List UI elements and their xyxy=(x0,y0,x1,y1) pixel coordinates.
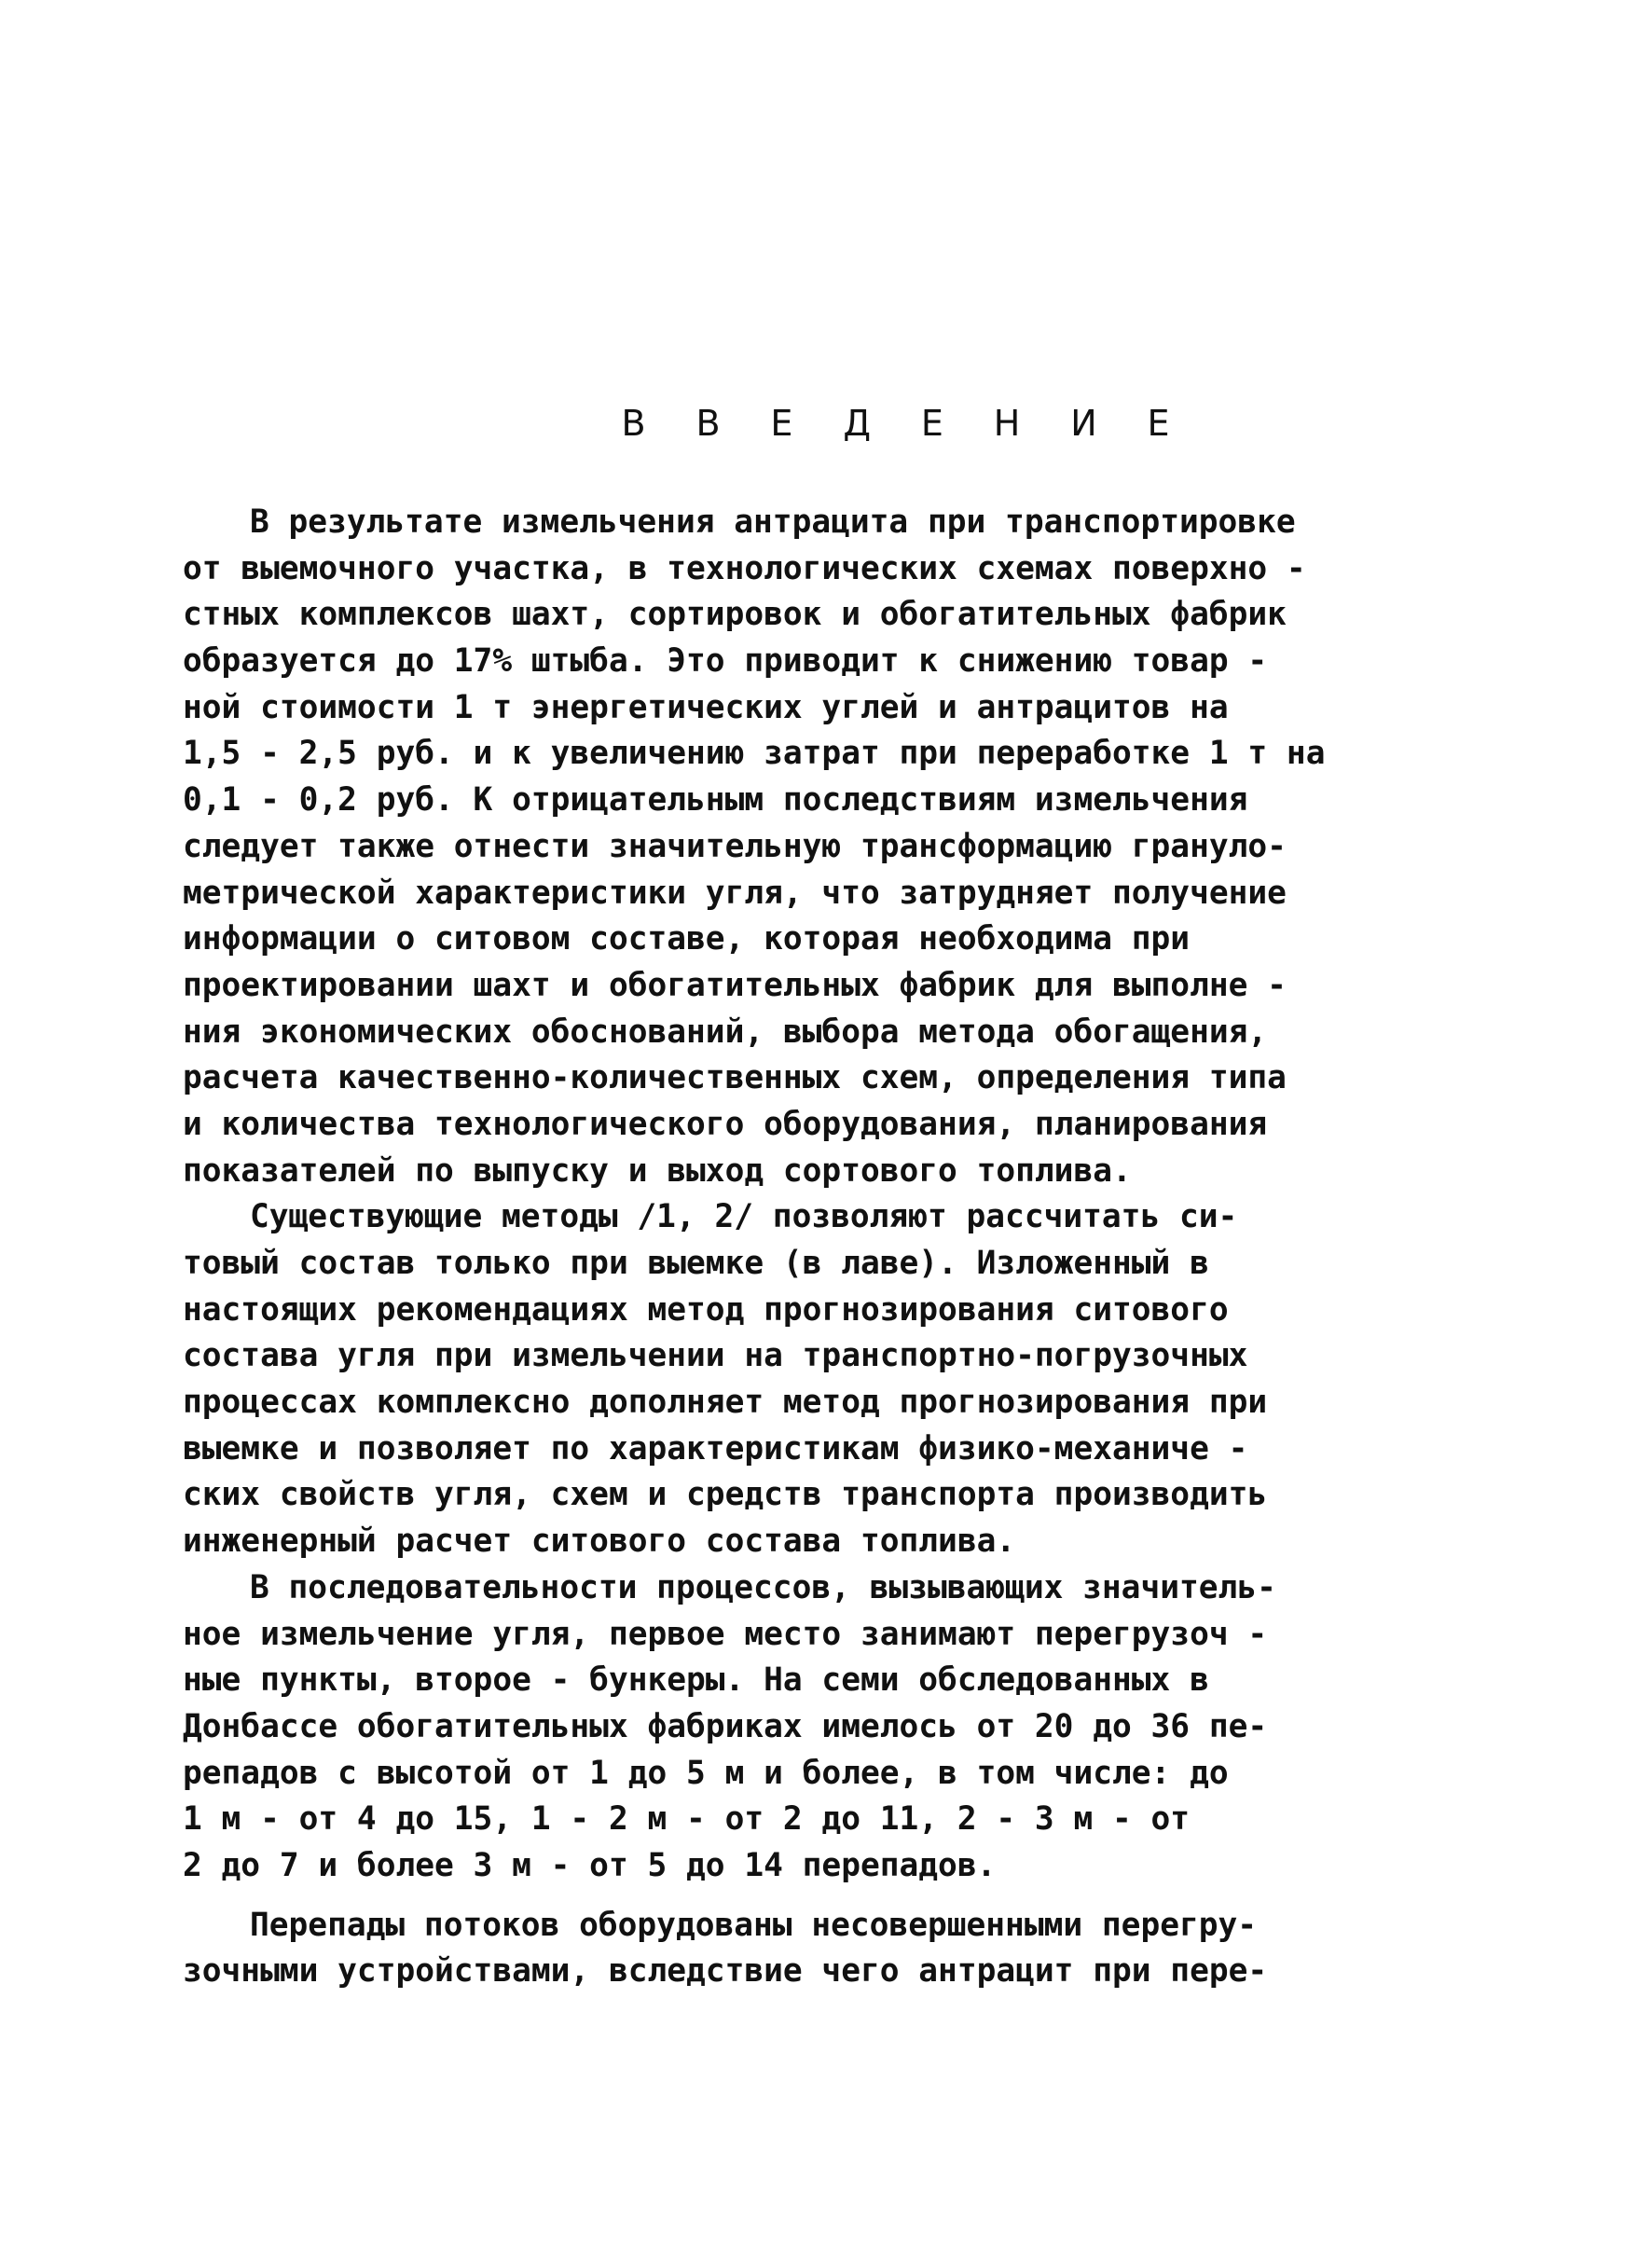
text-line: метрической характеристики угля, что затрудняет получение xyxy=(183,874,1287,912)
text-line: ских свойств угля, схем и средств транспорта производить xyxy=(183,1476,1268,1514)
text-line: выемке и позволяет по характеристикам физико-механиче - xyxy=(183,1429,1248,1467)
text-line: В результате измельчения антрацита при транспортировке xyxy=(250,503,1296,541)
text-line: стных комплексов шахт, сортировок и обогатительных фабрик xyxy=(183,596,1287,634)
text-line: репадов с высотой от 1 до 5 м и более, в том числе: до xyxy=(183,1754,1229,1792)
text-line: настоящих рекомендациях метод прогнозирования ситового xyxy=(183,1290,1229,1329)
text-line: 1,5 - 2,5 руб. и к увеличению затрат при переработке 1 т на xyxy=(183,735,1326,773)
text-line: Перепады потоков оборудованы несовершенными перегру- xyxy=(250,1906,1258,1944)
text-line: следует также отнести значительную трансформацию грануло- xyxy=(183,827,1287,865)
text-line: ные пункты, второе - бункеры. На семи обследованных в xyxy=(183,1661,1209,1700)
text-line: образуется до 17% штыба. Это приводит к снижению товар - xyxy=(183,642,1268,681)
text-line: информации о ситовом составе, которая необходима при xyxy=(183,920,1191,958)
text-line: инженерный расчет ситового состава топлива. xyxy=(183,1523,1016,1561)
text-line: показателей по выпуску и выход сортового топлива. xyxy=(183,1151,1132,1190)
text-line: ния экономических обоснований, выбора метода обогащения, xyxy=(183,1013,1268,1051)
text-line: состава угля при измельчении на транспортно-погрузочных xyxy=(183,1337,1248,1375)
text-line: от выемочного участка, в технологических схемах поверхно - xyxy=(183,549,1306,587)
text-line: 2 до 7 и более 3 м - от 5 до 14 перепадов. xyxy=(183,1846,997,1884)
paragraph-2 xyxy=(183,1194,1516,1565)
text-line: 0,1 - 0,2 руб. К отрицательным последствиям измельчения xyxy=(183,781,1248,820)
paragraph-4 xyxy=(183,1903,1516,1995)
section-heading: В В Е Д Е Н И Е xyxy=(621,403,1190,444)
text-line: и количества технологического оборудования, планирования xyxy=(183,1105,1268,1143)
text-line: ной стоимости 1 т энергетических углей и антрацитов на xyxy=(183,688,1229,726)
text-line: Донбассе обогатительных фабриках имелось от 20 до 36 пе- xyxy=(183,1707,1268,1745)
text-line: расчета качественно-количественных схем, определения типа xyxy=(183,1059,1287,1097)
body-text xyxy=(183,500,1516,1995)
text-line: проектировании шахт и обогатительных фабрик для выполне - xyxy=(183,966,1287,1004)
paragraph-1 xyxy=(183,500,1516,1194)
text-line: товый состав только при выемке (в лаве). Изложенный в xyxy=(183,1245,1209,1282)
text-line: 1 м - от 4 до 15, 1 - 2 м - от 2 до 11, 2 - 3 м - от xyxy=(183,1800,1191,1839)
paragraph-spacer xyxy=(183,1890,1516,1903)
text-line: В последовательности процессов, вызывающих значитель- xyxy=(250,1568,1276,1606)
paragraph-3 xyxy=(183,1565,1516,1890)
text-line: зочными устройствами, вследствие чего антрацит при пере- xyxy=(183,1952,1268,1991)
text-line: Существующие методы /1, 2/ позволяют рассчитать си- xyxy=(250,1198,1238,1236)
text-line: процессах комплексно дополняет метод прогнозирования при xyxy=(183,1384,1268,1422)
text-line: ное измельчение угля, первое место занимают перегрузоч - xyxy=(183,1615,1268,1653)
